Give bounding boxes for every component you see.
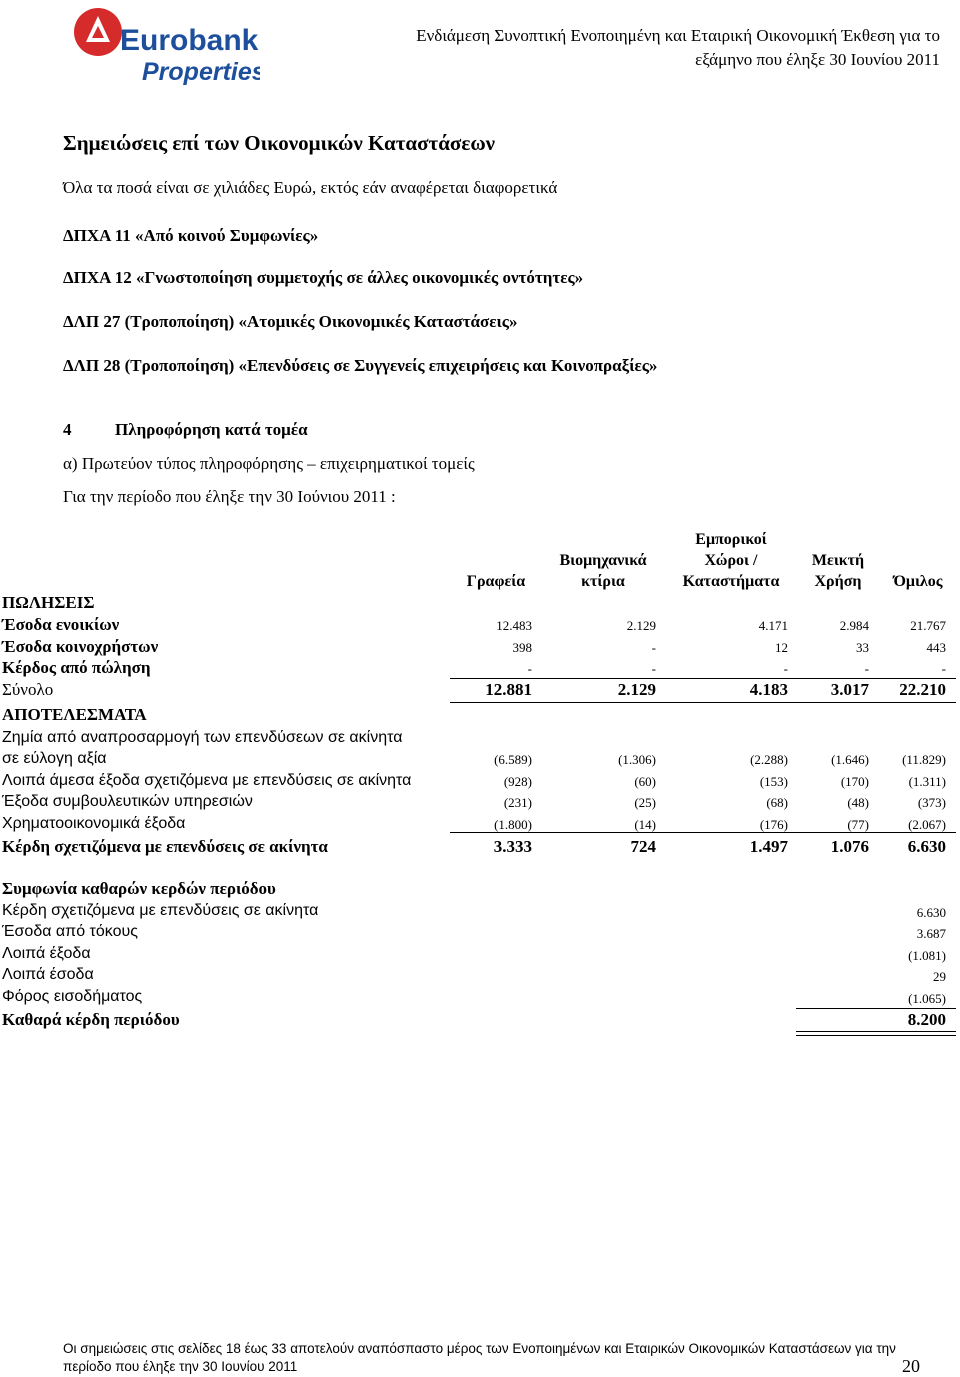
- value-advisory-fees: (373): [917, 795, 946, 810]
- row-label-advisory-fees: Έξοδα συμβουλευτικών υπηρεσιών: [2, 793, 253, 810]
- value-rental-income: 21.767: [910, 618, 946, 633]
- amounts-note: Όλα τα ποσά είναι σε χιλιάδες Ευρώ, εκτός εάν αναφέρεται διαφορετικά: [63, 178, 558, 197]
- value-rental-income: 4.171: [758, 618, 788, 633]
- recon-label-income-tax: Φόρος εισοδήματος: [2, 988, 143, 1005]
- header-line-1: Ενδιάμεση Συνοπτική Ενοποιημένη και Εταιρική Οικονομική Έκθεση για το: [416, 26, 940, 45]
- value-gain-on-sale: -: [527, 661, 532, 676]
- sales-heading: ΠΩΛΗΣΕΙΣ: [2, 593, 95, 612]
- standard-ifrs-11: ΔΠΧΑ 11 «Από κοινού Συμφωνίες»: [63, 226, 319, 245]
- section-title: Πληροφόρηση κατά τομέα: [115, 420, 308, 439]
- value-service-charges: 443: [926, 640, 946, 655]
- page-number: 20: [902, 1356, 920, 1376]
- value-direct-expenses: (60): [634, 774, 656, 789]
- report-header: [300, 24, 940, 72]
- brand-subname: Properties: [142, 58, 260, 86]
- col-header-group: Όμιλος: [893, 573, 943, 590]
- value-gain-on-sale: -: [864, 661, 869, 676]
- value-service-charges: -: [651, 640, 656, 655]
- standard-ifrs-12: ΔΠΧΑ 12 «Γνωστοποίηση συμμετοχής σε άλλες οικονομικές οντότητες»: [63, 268, 584, 287]
- value-direct-expenses: (170): [840, 774, 869, 789]
- row-label-gain-on-sale: Κέρδος από πώληση: [2, 658, 151, 677]
- page-footer: [63, 1340, 923, 1376]
- value-property-profit: 6.630: [907, 837, 946, 856]
- subtotal-rule: [450, 678, 956, 679]
- header-line-2: εξάμηνο που έληξε 30 Ιουνίου 2011: [695, 50, 940, 69]
- value-total: 3.017: [830, 680, 869, 699]
- results-heading: ΑΠΟΤΕΛΕΣΜΑΤΑ: [2, 705, 147, 724]
- row-label-rental-income: Έσοδα ενοικίων: [2, 615, 120, 634]
- value-rental-income: 2.129: [626, 618, 656, 633]
- value-finance-costs: (14): [634, 817, 656, 832]
- eurobank-logo: [70, 4, 260, 88]
- value-fair-value-loss: (6.589): [494, 752, 532, 767]
- total-rule: [450, 702, 956, 703]
- brand-name: Eurobank: [120, 24, 259, 57]
- value-total: 22.210: [899, 680, 946, 699]
- recon-label-net-profit: Καθαρά κέρδη περιόδου: [2, 1010, 180, 1029]
- row-label-fair-value-loss-1: Ζημία από αναπροσαρμογή των επενδύσεων σε ακίνητα: [2, 729, 403, 746]
- recon-value: (1.081): [908, 948, 946, 963]
- value-direct-expenses: (1.311): [908, 774, 946, 789]
- section-number: 4: [63, 420, 72, 439]
- value-property-profit: 1.076: [830, 837, 869, 856]
- recon-value: (1.065): [908, 991, 946, 1006]
- value-gain-on-sale: -: [941, 661, 946, 676]
- value-gain-on-sale: -: [783, 661, 788, 676]
- recon-value: 3.687: [916, 926, 946, 941]
- value-direct-expenses: (153): [759, 774, 788, 789]
- period-label: Για την περίοδο που έληξε την 30 Ιούνιου 2011 :: [63, 487, 396, 506]
- col-header-retail: Εμπορικοί Χώροι / Καταστήματα: [682, 531, 780, 590]
- row-label-property-profit: Κέρδη σχετιζόμενα με επενδύσεις σε ακίνητα: [2, 837, 328, 856]
- value-total: 2.129: [617, 680, 656, 699]
- value-advisory-fees: (231): [503, 795, 532, 810]
- value-service-charges: 33: [856, 640, 869, 655]
- col-header-mixed-use: Μεικτή Χρήση: [811, 552, 865, 590]
- standard-ias-27: ΔΛΠ 27 (Τροποποίηση) «Ατομικές Οικονομικές Καταστάσεις»: [63, 312, 518, 331]
- recon-net-profit-value: 8.200: [907, 1010, 946, 1029]
- value-advisory-fees: (48): [847, 795, 869, 810]
- value-fair-value-loss: (11.829): [902, 752, 946, 767]
- col-header-industrial: Βιομηχανικά κτίρια: [559, 552, 647, 590]
- row-label-service-charges: Έσοδα κοινοχρήστων: [2, 637, 159, 656]
- row-label-total: Σύνολο: [2, 680, 54, 699]
- value-advisory-fees: (25): [634, 795, 656, 810]
- value-finance-costs: (2.067): [908, 817, 946, 832]
- value-total: 4.183: [749, 680, 788, 699]
- value-service-charges: 12: [775, 640, 788, 655]
- row-label-finance-costs: Χρηματοοικονομικά έξοδα: [2, 815, 186, 832]
- value-property-profit: 1.497: [749, 837, 788, 856]
- row-label-direct-expenses: Λοιπά άμεσα έξοδα σχετιζόμενα με επενδύσεις σε ακίνητα: [2, 772, 412, 789]
- value-service-charges: 398: [512, 640, 532, 655]
- value-gain-on-sale: -: [651, 661, 656, 676]
- notes-title: Σημειώσεις επί των Οικονομικών Καταστάσεων: [63, 131, 496, 155]
- value-property-profit: 724: [630, 837, 656, 856]
- recon-value: 6.630: [916, 905, 946, 920]
- value-rental-income: 12.483: [496, 618, 532, 633]
- standard-ias-28: ΔΛΠ 28 (Τροποποίηση) «Επενδύσεις σε Συγγενείς επιχειρήσεις και Κοινοπραξίες»: [63, 356, 658, 375]
- value-finance-costs: (176): [759, 817, 788, 832]
- recon-label-other-income: Λοιπά έσοδα: [2, 966, 94, 983]
- footer-line-2: περίοδο που έληξε την 30 Ιουνίου 2011: [63, 1359, 298, 1374]
- results-subtotal-rule: [450, 832, 956, 833]
- value-rental-income: 2.984: [839, 618, 869, 633]
- value-fair-value-loss: (1.306): [618, 752, 656, 767]
- recon-value: 29: [933, 969, 946, 984]
- recon-double-rule: [796, 1031, 956, 1036]
- footer-line-1: Οι σημειώσεις στις σελίδες 18 έως 33 αποτελούν αναπόσπαστο μέρος των Ενοποιημένων και Εταιρικών Οικονομικών Καταστάσεων για την: [63, 1341, 896, 1356]
- reconciliation-heading: Συμφωνία καθαρών κερδών περιόδου: [2, 879, 276, 898]
- col-header-offices: Γραφεία: [466, 573, 526, 590]
- value-property-profit: 3.333: [493, 837, 532, 856]
- recon-label-property-profit: Κέρδη σχετιζόμενα με επενδύσεις σε ακίνητα: [2, 902, 319, 919]
- value-fair-value-loss: (2.288): [750, 752, 788, 767]
- section-heading: [63, 420, 308, 440]
- value-finance-costs: (1.800): [494, 817, 532, 832]
- recon-label-other-expenses: Λοιπά έξοδα: [2, 945, 91, 962]
- value-finance-costs: (77): [847, 817, 869, 832]
- recon-subtotal-rule: [796, 1008, 956, 1009]
- value-direct-expenses: (928): [503, 774, 532, 789]
- row-label-fair-value-loss-2: σε εύλογη αξία: [2, 750, 107, 767]
- value-total: 12.881: [485, 680, 532, 699]
- value-fair-value-loss: (1.646): [831, 752, 869, 767]
- segment-subtitle: α) Πρωτεύον τύπος πληροφόρησης – επιχειρηματικοί τομείς: [63, 454, 475, 473]
- value-advisory-fees: (68): [766, 795, 788, 810]
- recon-label-interest-income: Έσοδα από τόκους: [2, 923, 138, 940]
